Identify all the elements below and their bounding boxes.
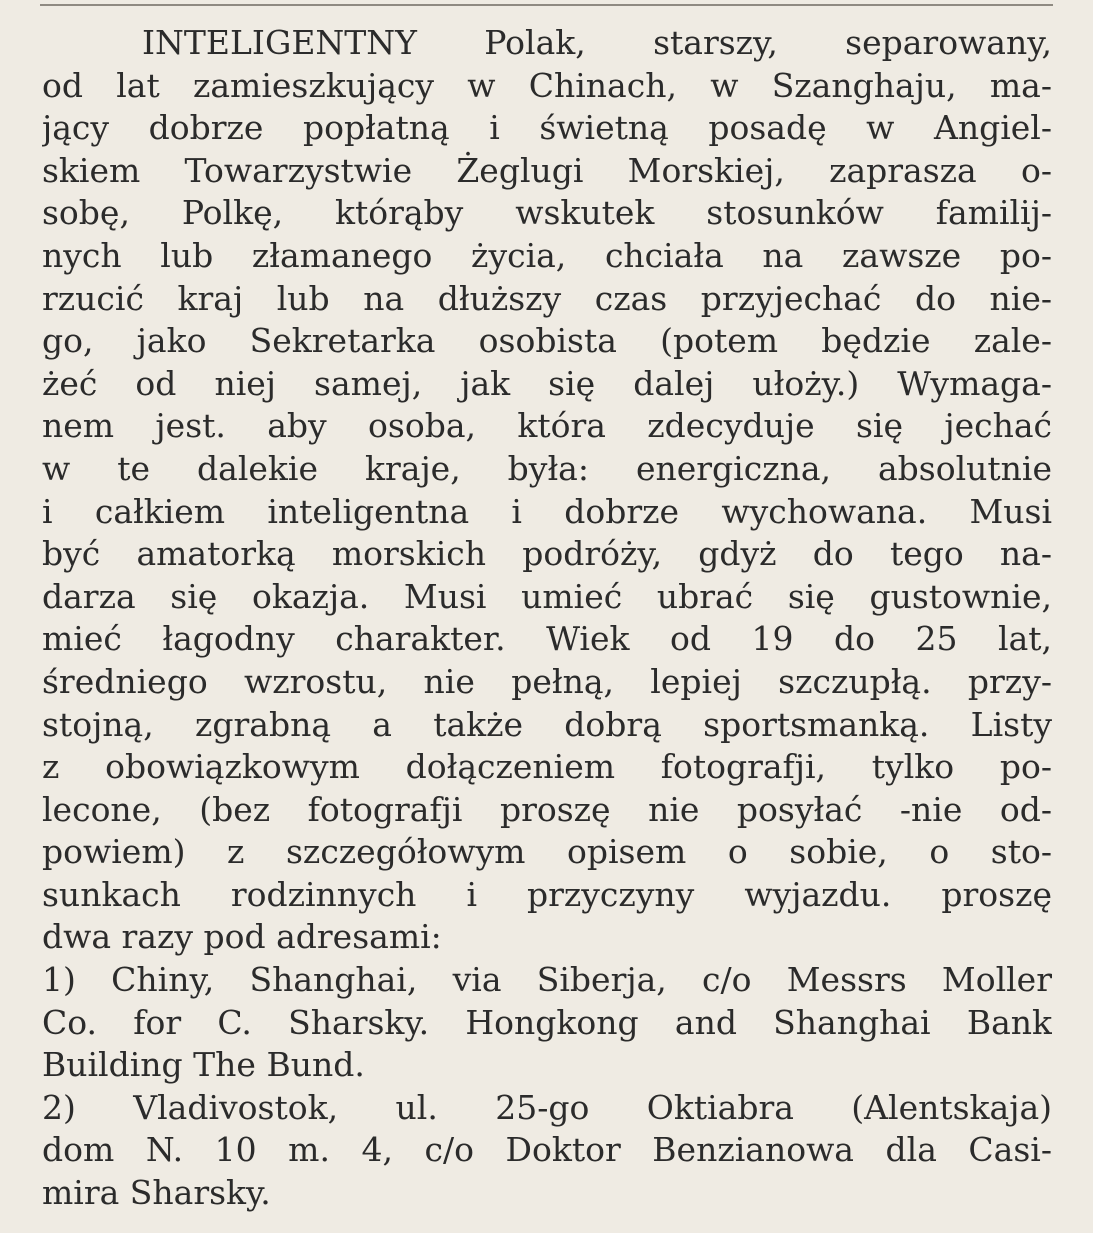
ad-line: jący dobrze popłatną i świetną posadę w Angiel-: [42, 108, 1052, 148]
ad-line: i całkiem inteligentna i dobrze wychowana. Musi: [42, 491, 1052, 531]
ad-line: dwa razy pod adresami:: [42, 917, 442, 957]
ad-line: od lat zamieszkujący w Chinach, w Szanghaju, ma-: [42, 65, 1052, 105]
top-divider-rule: [40, 4, 1053, 6]
address-line: Co. for C. Sharsky. Hongkong and Shanghai Bank: [42, 1002, 1052, 1042]
ad-line: być amatorką morskich podróży, gdyż do tego na-: [42, 534, 1052, 574]
ad-line: nem jest. aby osoba, która zdecyduje się jechać: [42, 406, 1052, 446]
ad-line: z obowiązkowym dołączeniem fotografji, tylko po-: [42, 747, 1052, 787]
address-line: dom N. 10 m. 4, c/o Doktor Benzianowa dla Casi-: [42, 1130, 1052, 1170]
ad-line: mieć łagodny charakter. Wiek od 19 do 25 lat,: [42, 619, 1052, 659]
ad-line: sunkach rodzinnych i przyczyny wyjazdu. proszę: [42, 874, 1052, 914]
ad-line: rzucić kraj lub na dłuższy czas przyjechać do nie-: [42, 278, 1052, 318]
ad-line: powiem) z szczegółowym opisem o sobie, o sto-: [42, 832, 1052, 872]
ad-line: darza się okazja. Musi umieć ubrać się gustownie,: [42, 576, 1052, 616]
ad-line: średniego wzrostu, nie pełną, lepiej szczupłą. przy-: [42, 661, 1052, 701]
address-line: Building The Bund.: [42, 1045, 365, 1085]
ad-line: sobę, Polkę, którąby wskutek stosunków familij-: [42, 193, 1052, 233]
ad-line: nych lub złamanego życia, chciała na zawsze po-: [42, 235, 1052, 275]
ad-line: INTELIGENTNY Polak, starszy, separowany,: [142, 23, 1052, 62]
ad-line: skiem Towarzystwie Żeglugi Morskiej, zaprasza o-: [42, 150, 1052, 190]
address-line: 1) Chiny, Shanghai, via Siberja, c/o Messrs Moller: [42, 960, 1052, 1000]
ad-line: w te dalekie kraje, była: energiczna, absolutnie: [42, 448, 1052, 488]
address-line: mira Sharsky.: [42, 1173, 271, 1213]
ad-line: go, jako Sekretarka osobista (potem będzie zale-: [42, 321, 1052, 361]
ad-line: lecone, (bez fotografji proszę nie posyłać -nie od-: [42, 789, 1052, 829]
address-line: 2) Vladivostok, ul. 25-go Oktiabra (Alentskaja): [42, 1087, 1052, 1127]
ad-line: stojną, zgrabną a także dobrą sportsmanką. Listy: [42, 704, 1052, 744]
ad-line: żeć od niej samej, jak się dalej ułoży.) Wymaga-: [42, 363, 1052, 403]
classified-ad-text: [42, 22, 1052, 1215]
